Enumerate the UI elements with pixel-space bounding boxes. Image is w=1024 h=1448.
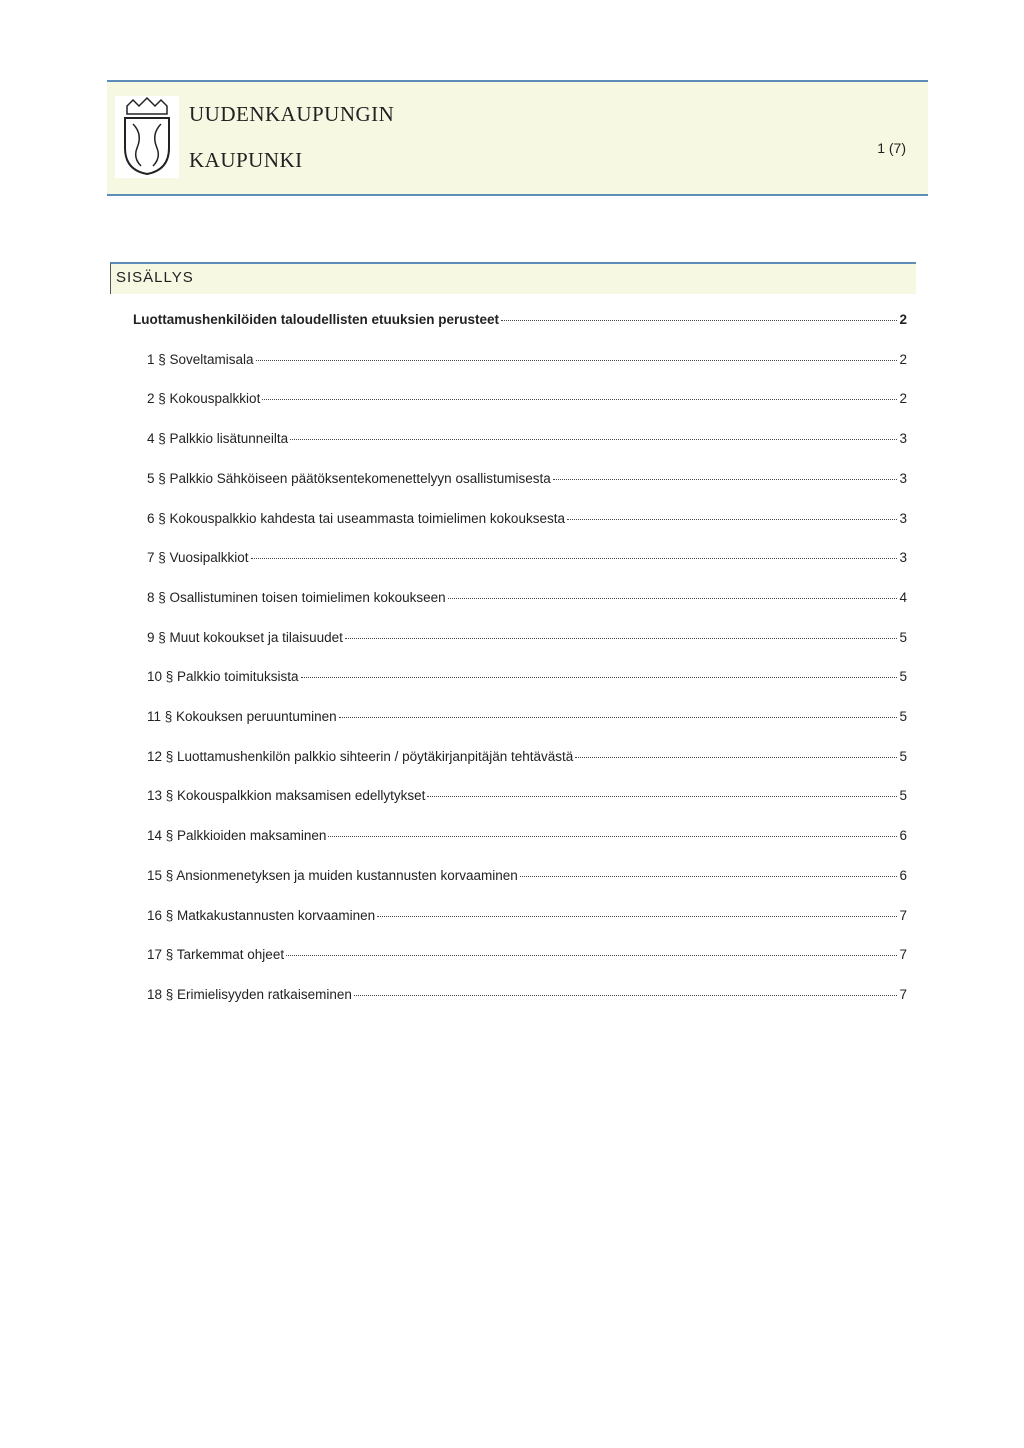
toc-entry-label: 15 § Ansionmenetyksen ja muiden kustannusten korvaaminen xyxy=(147,867,518,883)
toc-entry[interactable] xyxy=(147,431,907,446)
page-number: 1 (7) xyxy=(877,140,906,156)
toc-entry-page: 2 xyxy=(899,312,907,327)
toc-entry-page: 3 xyxy=(899,510,907,526)
toc-heading-box xyxy=(110,262,916,294)
toc-entry-page: 5 xyxy=(899,748,907,764)
toc-entry[interactable] xyxy=(147,669,907,684)
dot-leader xyxy=(520,876,898,877)
toc-entry-label: 13 § Kokouspalkkion maksamisen edellytykset xyxy=(147,788,426,804)
toc-entry-label: 2 § Kokouspalkkiot xyxy=(147,391,261,407)
toc-heading: SISÄLLYS xyxy=(116,269,194,286)
dot-leader xyxy=(427,796,897,797)
page-header xyxy=(107,80,928,196)
dot-leader xyxy=(301,677,898,678)
toc-entry[interactable] xyxy=(147,511,907,526)
toc-entry-label: 5 § Palkkio Sähköiseen päätöksentekomenettelyyn osallistumisesta xyxy=(147,470,551,486)
toc-entry[interactable] xyxy=(147,828,907,843)
toc-entry-label: 1 § Soveltamisala xyxy=(147,351,254,367)
dot-leader xyxy=(290,439,897,440)
dot-leader xyxy=(501,320,897,321)
toc-entry-label: 10 § Palkkio toimituksista xyxy=(147,669,299,685)
dot-leader xyxy=(251,558,898,559)
toc-entry[interactable] xyxy=(147,471,907,486)
dot-leader xyxy=(286,955,897,956)
dot-leader xyxy=(339,717,898,718)
toc-entry-label: 16 § Matkakustannusten korvaaminen xyxy=(147,907,376,923)
dot-leader xyxy=(377,916,897,917)
dot-leader xyxy=(567,519,898,520)
toc-entry-page: 6 xyxy=(899,867,907,883)
toc-entry-label: 8 § Osallistuminen toisen toimielimen kokoukseen xyxy=(147,589,446,605)
toc-entry[interactable] xyxy=(147,987,907,1002)
toc-entry-label: Luottamushenkilöiden taloudellisten etuuksien perusteet xyxy=(133,312,500,327)
toc-entry-label: 6 § Kokouspalkkio kahdesta tai useammasta toimielimen kokouksesta xyxy=(147,510,565,526)
toc-entry-page: 6 xyxy=(899,828,907,844)
dot-leader xyxy=(328,836,897,837)
municipality-name-line2: KAUPUNKI xyxy=(189,148,303,172)
toc-entry-label: 11 § Kokouksen peruuntuminen xyxy=(147,709,337,724)
toc-entry[interactable] xyxy=(147,947,907,962)
coat-of-arms-logo xyxy=(115,96,179,178)
dot-leader xyxy=(262,399,897,400)
toc-entry[interactable] xyxy=(147,630,907,645)
toc-entry[interactable] xyxy=(147,590,907,605)
toc-entry-label: 4 § Palkkio lisätunneilta xyxy=(147,431,289,447)
toc-entry[interactable] xyxy=(147,709,907,724)
toc-entry-label: 12 § Luottamushenkilön palkkio sihteerin / pöytäkirjanpitäjän tehtävästä xyxy=(147,748,574,764)
dot-leader xyxy=(448,598,898,599)
toc-entry[interactable] xyxy=(147,908,907,923)
toc-entry[interactable] xyxy=(147,352,907,367)
toc-entry-page: 7 xyxy=(899,907,907,923)
toc-entry[interactable] xyxy=(147,550,907,565)
toc-entry-page: 5 xyxy=(899,709,907,724)
toc-entry-page: 3 xyxy=(899,550,907,566)
toc-entry-label: 14 § Palkkioiden maksaminen xyxy=(147,828,327,844)
toc-entry-page: 7 xyxy=(899,986,907,1002)
toc-entry-page: 7 xyxy=(899,947,907,963)
toc-entry-label: 9 § Muut kokoukset ja tilaisuudet xyxy=(147,629,343,645)
toc-entry[interactable] xyxy=(133,312,907,327)
toc-entry-page: 2 xyxy=(899,391,907,407)
toc-entry-page: 4 xyxy=(899,589,907,605)
toc-entry-label: 18 § Erimielisyyden ratkaiseminen xyxy=(147,986,352,1002)
toc-entry-page: 5 xyxy=(899,669,907,685)
toc-entry-page: 3 xyxy=(899,470,907,486)
toc-entry[interactable] xyxy=(147,749,907,764)
dot-leader xyxy=(575,757,897,758)
toc-entry[interactable] xyxy=(147,788,907,803)
toc-entry[interactable] xyxy=(147,868,907,883)
toc-entry[interactable] xyxy=(147,391,907,406)
dot-leader xyxy=(354,995,898,996)
dot-leader xyxy=(256,360,898,361)
toc-entry-label: 7 § Vuosipalkkiot xyxy=(147,550,249,566)
toc-entry-page: 5 xyxy=(899,629,907,645)
toc-entry-page: 3 xyxy=(899,431,907,447)
toc-entry-page: 5 xyxy=(899,788,907,804)
dot-leader xyxy=(345,638,898,639)
dot-leader xyxy=(553,479,898,480)
municipality-name-line1: UUDENKAUPUNGIN xyxy=(189,102,395,126)
toc-entry-page: 2 xyxy=(899,351,907,367)
toc-entry-label: 17 § Tarkemmat ohjeet xyxy=(147,947,285,963)
